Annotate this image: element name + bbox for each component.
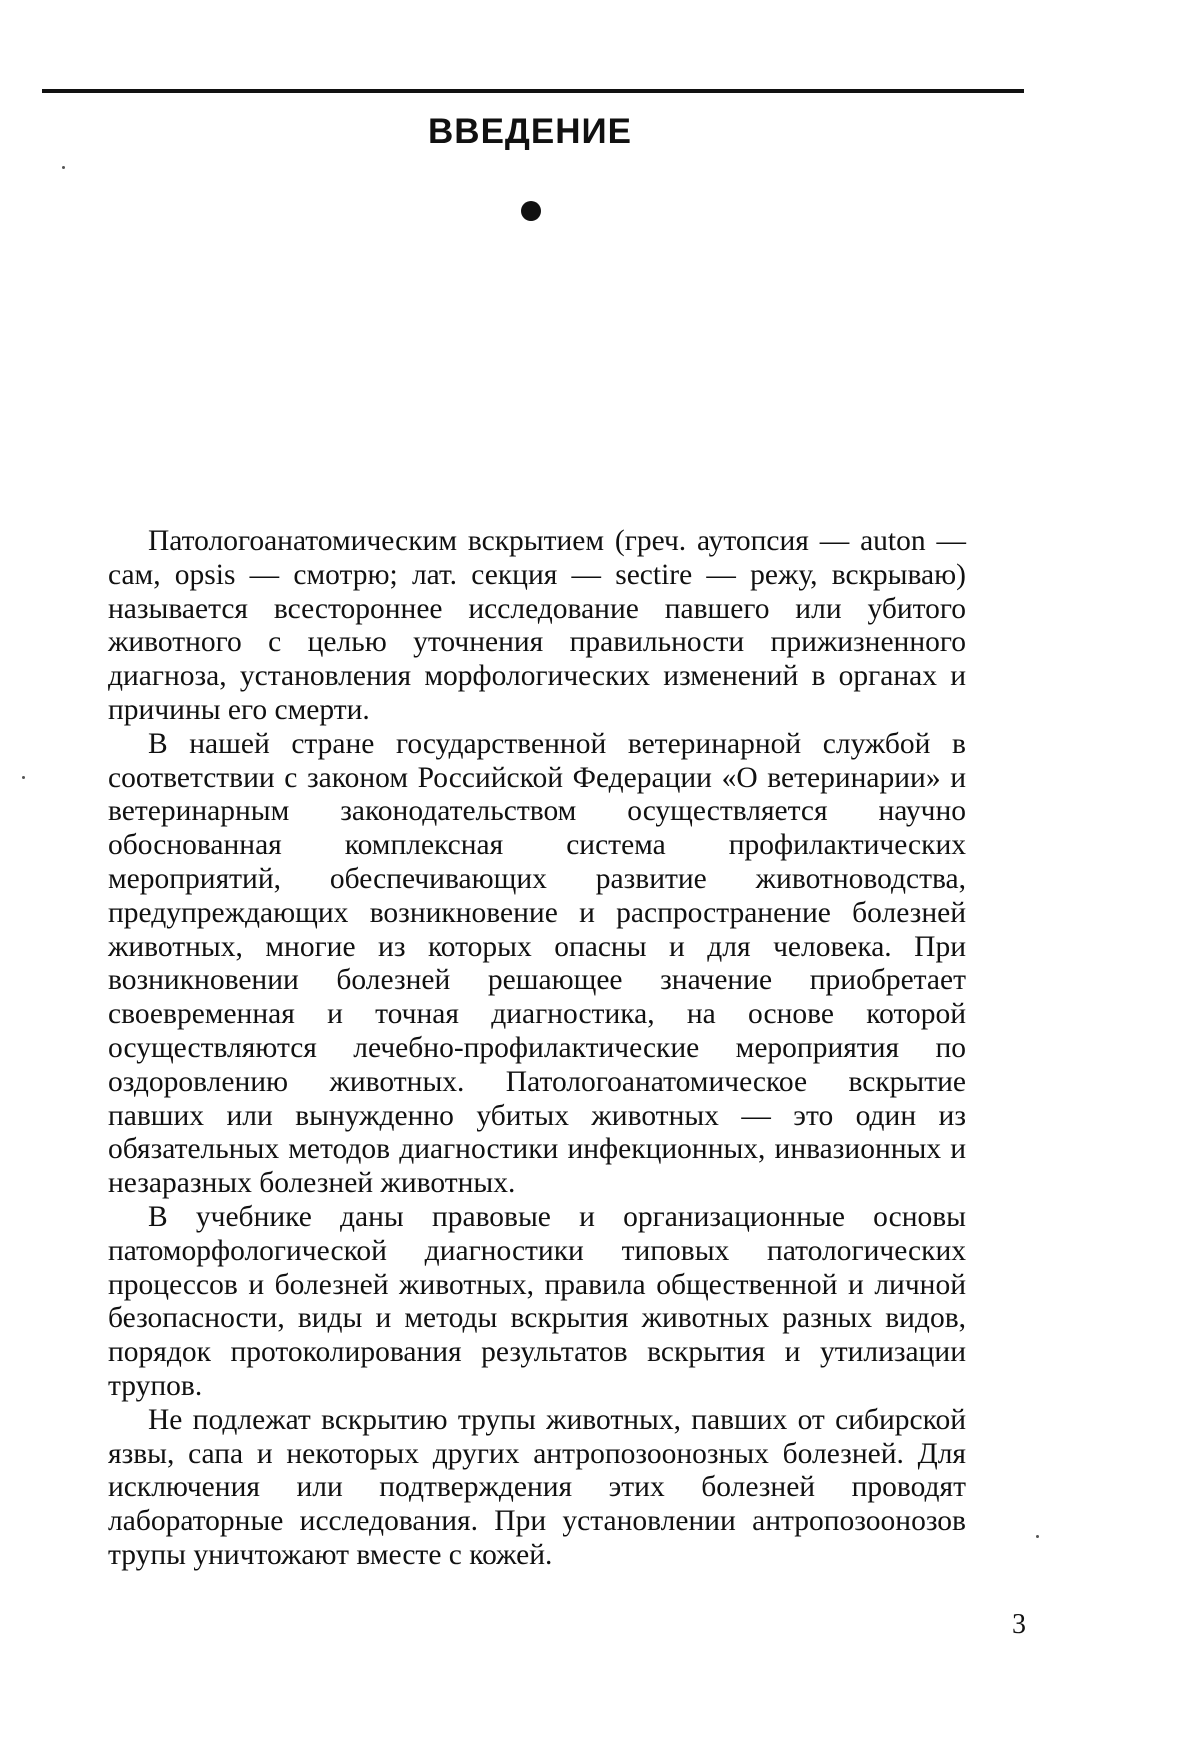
paragraph: В нашей стране государственной ветеринарной службой в соответствии с законом Российской Федерации «О ветеринарии» и ветеринарным законодательством осуществляется научно обоснованная комплексная система профилактических мероприятий, обеспечивающих развитие животноводства, предупреждающих возникновение и распространение болезней животных, многие из которых опасны и для человека. При возникновении болезней решающее значение приобретает своевременная и точная диагностика, на основе которой осуществляются лечебно-профилактические мероприятия по оздоровлению животных. Патологоанатомическое вскрытие павших или вынужденно убитых животных — это один из обязательных методов диагностики инфекционных, инвазионных и незаразных болезней животных.: [108, 727, 966, 1200]
top-rule: [42, 89, 1024, 93]
body-text: [108, 525, 966, 1573]
paragraph: Патологоанатомическим вскрытием (греч. аутопсия — auton —сам, opsis — смотрю; лат. секция — sectire — режу, вскрываю) называется всестороннее исследование павшего или убитого животного с целью уточнения правильности прижизненного диагноза, установления морфологических изменений в органах и причины его смерти.: [108, 525, 966, 726]
page-number: 3: [1012, 1609, 1026, 1640]
chapter-heading: ВВЕДЕНИЕ: [428, 112, 632, 151]
paragraph: Не подлежат вскрытию трупы животных, павших от сибирской язвы, сапа и некоторых других антропозоонозных болезней. Для исключения или подтверждения этих болезней проводят лабораторные исследования. При установлении антропозоонозов трупы уничтожают вместе с кожей.: [108, 1403, 966, 1571]
scan-speck: [1036, 1535, 1039, 1538]
scan-speck: [62, 166, 65, 169]
paragraph: В учебнике даны правовые и организационные основы патоморфологической диагностики типовых патологических процессов и болезней животных, правила общественной и личной безопасности, виды и методы вскрытия животных разных видов, порядок протоколирования результатов вскрытия и утилизации трупов.: [108, 1200, 966, 1402]
scan-speck: [22, 776, 25, 779]
bullet-ornament: [521, 201, 541, 221]
